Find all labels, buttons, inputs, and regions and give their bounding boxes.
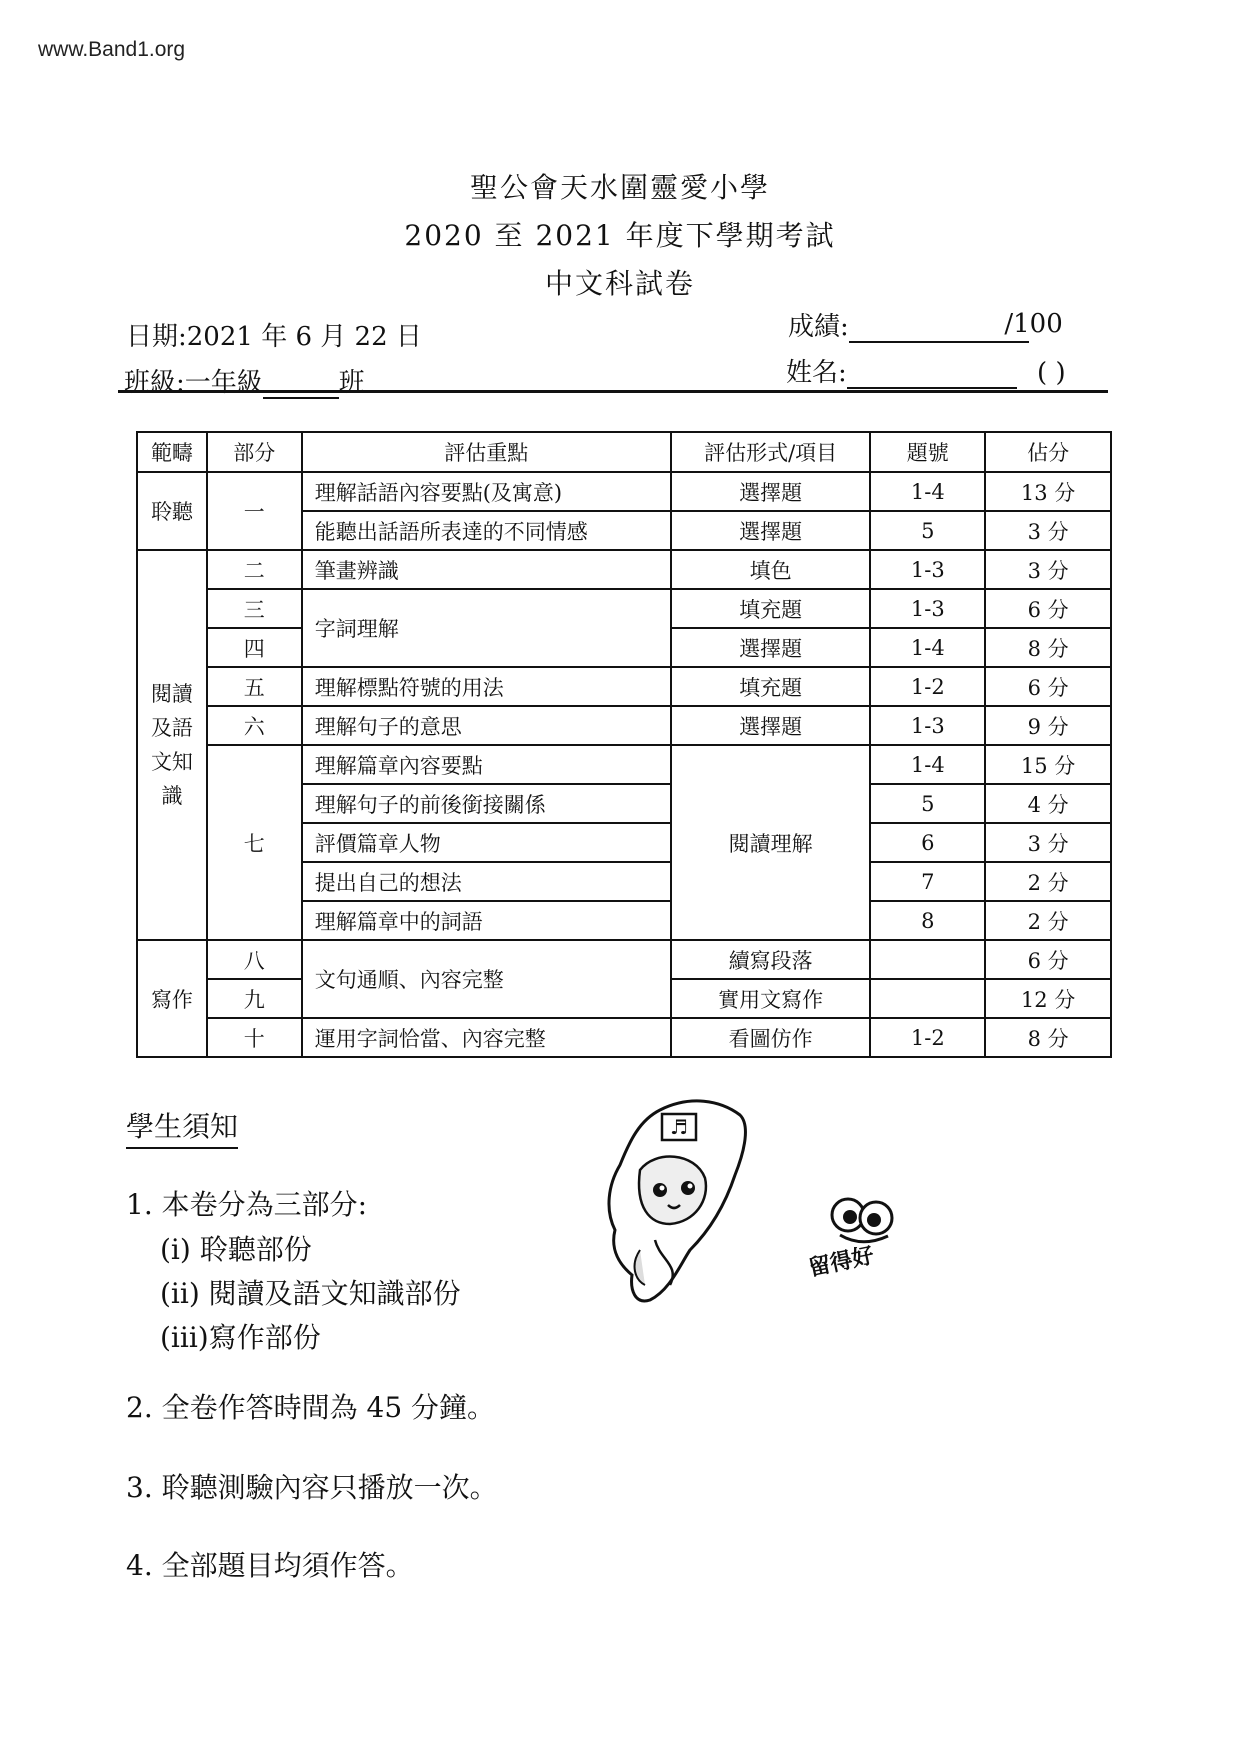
notice-title: 學生須知 [126, 1105, 238, 1149]
table-row [137, 589, 1111, 628]
focus-cell: 理解句子的前後銜接關係 [302, 784, 671, 823]
header-focus: 評估重點 [302, 432, 671, 472]
domain-reading-line: 及語 [150, 716, 193, 740]
table-row [137, 667, 1111, 706]
focus-cell: 理解句子的意思 [302, 706, 671, 745]
name-blank [847, 361, 1017, 389]
focus-cell: 運用字詞恰當、內容完整 [302, 1018, 671, 1057]
form-cell: 填充題 [671, 589, 871, 628]
table-row [137, 1018, 1111, 1057]
focus-cell: 理解標點符號的用法 [302, 667, 671, 706]
notice-subitem: (i) 聆聽部份 [160, 1233, 312, 1266]
score-cell: 9 分 [985, 706, 1111, 745]
part-cell: 二 [207, 550, 302, 589]
qno-cell: 1-4 [870, 745, 985, 784]
domain-reading [137, 550, 207, 940]
part-cell: 六 [207, 706, 302, 745]
qno-cell [870, 940, 985, 979]
qno-cell: 1-3 [870, 706, 985, 745]
exam-title: 2020 至 2021 年度下學期考試 [404, 219, 836, 252]
class-label: 班級:一年級 [124, 368, 263, 398]
score-label: 成績: [788, 312, 849, 342]
stamp-caption: 留得好 [806, 1243, 877, 1282]
qno-cell: 1-4 [870, 472, 985, 511]
qno-cell: 5 [870, 511, 985, 550]
focus-cell: 字詞理解 [302, 589, 671, 667]
class-line [124, 362, 365, 399]
score-line [788, 306, 1063, 343]
table-row [137, 940, 1111, 979]
notice-item-4: 4. 全部題目均須作答。 [126, 1549, 414, 1582]
table-row [137, 706, 1111, 745]
part-cell: 九 [207, 979, 302, 1018]
score-cell: 3 分 [985, 550, 1111, 589]
score-cell: 8 分 [985, 628, 1111, 667]
svg-text:♬: ♬ [670, 1115, 688, 1139]
focus-cell: 理解篇章內容要點 [302, 745, 671, 784]
form-cell: 實用文寫作 [671, 979, 871, 1018]
score-cell: 3 分 [985, 511, 1111, 550]
score-total: /100 [1004, 309, 1063, 339]
score-cell: 3 分 [985, 823, 1111, 862]
watermark: www.Band1.org [38, 38, 186, 61]
form-cell: 填色 [671, 550, 871, 589]
header-part: 部分 [207, 432, 302, 472]
score-cell: 8 分 [985, 1018, 1111, 1057]
table-header-row [137, 432, 1111, 472]
score-blank [849, 309, 1063, 343]
score-cell: 6 分 [985, 940, 1111, 979]
part-cell: 八 [207, 940, 302, 979]
header-rule [118, 390, 1108, 393]
focus-cell: 提出自己的想法 [302, 862, 671, 901]
part-cell: 一 [207, 472, 302, 550]
qno-cell: 1-4 [870, 628, 985, 667]
score-cell: 6 分 [985, 589, 1111, 628]
table-row [137, 550, 1111, 589]
qno-cell [870, 979, 985, 1018]
qno-cell: 5 [870, 784, 985, 823]
form-cell: 續寫段落 [671, 940, 871, 979]
score-cell: 4 分 [985, 784, 1111, 823]
focus-cell: 理解話語內容要點(及寓意) [302, 472, 671, 511]
notice-item-2: 2. 全卷作答時間為 45 分鐘。 [126, 1391, 496, 1424]
exam-date: 日期:2021 年 6 月 22 日 [126, 322, 422, 352]
part-cell: 四 [207, 628, 302, 667]
form-cell: 閱讀理解 [671, 745, 871, 940]
score-cell: 6 分 [985, 667, 1111, 706]
header-form: 評估形式/項目 [671, 432, 871, 472]
assessment-table [136, 431, 1112, 1058]
focus-cell: 筆畫辨識 [302, 550, 671, 589]
table-row [137, 472, 1111, 511]
score-cell: 2 分 [985, 901, 1111, 940]
qno-cell: 1-2 [870, 1018, 985, 1057]
class-blank [263, 371, 339, 399]
score-cell: 13 分 [985, 472, 1111, 511]
score-cell: 15 分 [985, 745, 1111, 784]
domain-reading-line: 文知 [150, 750, 193, 774]
table-row [137, 745, 1111, 784]
form-cell: 選擇題 [671, 628, 871, 667]
notice-item-1: 1. 本卷分為三部分: [126, 1188, 368, 1221]
notice-subitem: (iii)寫作部份 [160, 1321, 321, 1354]
part-cell: 七 [207, 745, 302, 940]
score-cell: 12 分 [985, 979, 1111, 1018]
header-domain: 範疇 [137, 432, 207, 472]
part-cell: 三 [207, 589, 302, 628]
header-score: 佔分 [985, 432, 1111, 472]
notice-item-3: 3. 聆聽測驗內容只播放一次。 [126, 1471, 498, 1504]
focus-cell: 能聽出話語所表達的不同情感 [302, 511, 671, 550]
qno-cell: 6 [870, 823, 985, 862]
domain-reading-line: 識 [161, 784, 183, 808]
qno-cell: 1-3 [870, 550, 985, 589]
qno-cell: 8 [870, 901, 985, 940]
paper-title: 中文科試卷 [544, 267, 695, 300]
header-qno: 題號 [870, 432, 985, 472]
form-cell: 看圖仿作 [671, 1018, 871, 1057]
name-line [786, 352, 1066, 389]
form-cell: 選擇題 [671, 706, 871, 745]
class-suffix: 班 [338, 368, 365, 398]
domain-writing: 寫作 [137, 940, 207, 1057]
name-label: 姓名: [786, 358, 847, 388]
form-cell: 選擇題 [671, 472, 871, 511]
domain-reading-line: 閱讀 [150, 682, 193, 706]
focus-cell: 評價篇章人物 [302, 823, 671, 862]
qno-cell: 1-2 [870, 667, 985, 706]
part-cell: 十 [207, 1018, 302, 1057]
score-cell: 2 分 [985, 862, 1111, 901]
focus-cell: 理解篇章中的詞語 [302, 901, 671, 940]
form-cell: 選擇題 [671, 511, 871, 550]
school-name: 聖公會天水圍靈愛小學 [469, 171, 770, 204]
part-cell: 五 [207, 667, 302, 706]
ghost-sticker-icon [600, 1090, 760, 1310]
focus-cell: 文句通順、內容完整 [302, 940, 671, 1018]
qno-cell: 1-3 [870, 589, 985, 628]
notice-subitem: (ii) 閱讀及語文知識部份 [160, 1277, 461, 1310]
domain-listening: 聆聽 [137, 472, 207, 550]
class-number-paren: ( ) [1037, 358, 1066, 388]
qno-cell: 7 [870, 862, 985, 901]
form-cell: 填充題 [671, 667, 871, 706]
